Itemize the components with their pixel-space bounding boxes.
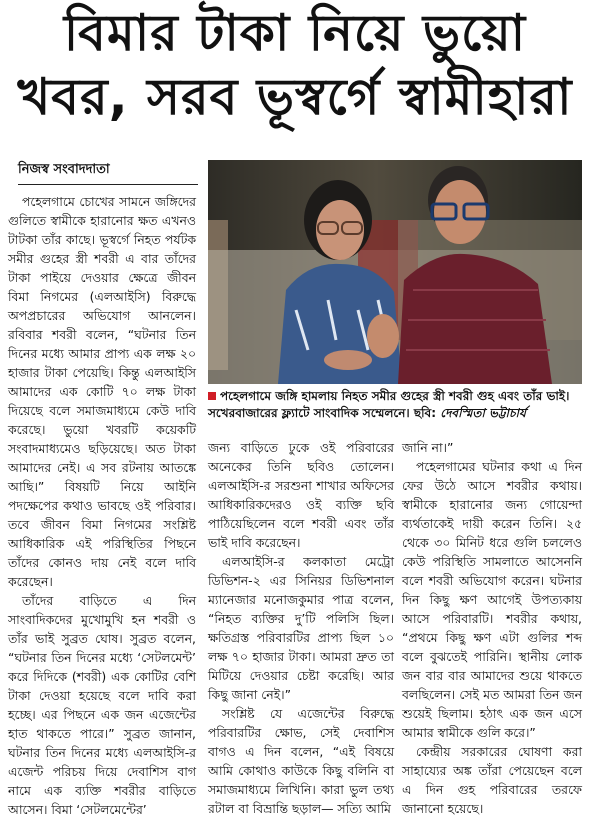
paragraph: জানি না।”: [402, 440, 454, 455]
paragraph: তাঁদের বাড়িতে এ দিন সাংবাদিকদের মুখোমুখি হন শবরী ও তাঁর ভাই সুব্রত ঘোষ। সুব্রত বলেন, “ঘটনার তিন দিনের মধ্যে ‘সেটলমেন্ট’ করে দিদিকে (শবরী) এক কোটির বেশি টাকা দেওয়া হয়েছে বলে দাবি করা হচ্ছে। এর পিছনে এক জন এজেন্টের হাত থাকতে পারে।” সুব্রত জানান, ঘটনার তিন দিনের মধ্যে এলআইসি-র এজেন্ট পরিচয় দিয়ে দেবাশিস বাগ নামে এক ব্যক্তি শবরীর বাড়িতে আসেন। বিমা ‘সেটলমেন্টের’: [8, 593, 196, 817]
photo-caption: [208, 388, 582, 422]
headline-line-2: খবর, সরব ভূস্বর্গে স্বামীহারা: [17, 68, 573, 126]
article-column-1: [8, 192, 196, 817]
caption-text: পহেলগামে জঙ্গি হামলায় নিহত সমীর গুহের স্ত্রী শবরী গুহ এবং তাঁর ভাই। সখেরবাজারের ফ্ল্যাটে সাংবাদিক সম্মেলনে। ছবি:: [208, 389, 570, 420]
paragraph: কেন্দ্রীয় সরকারের ঘোষণা করা সাহায্যের অঙ্ক তাঁরা পেয়েছেন বলে এ দিন গুহ পরিবারের তরফে জানানো হয়েছে।: [402, 744, 582, 816]
article-column-2: [208, 438, 394, 816]
paragraph: এলআইসি-র কলকাতা মেট্রো ডিভিশন-২ এর সিনিয়র ডিভিশনাল ম্যানেজার মনোজকুমার পাত্র বলেন, “নিহত ব্যক্তির দু’টি পলিসি ছিল। ক্ষতিগ্রস্ত পরিবারটির প্রাপ্য ছিল ১০ লক্ষ ৭০ হাজার টাকা। আমরা দ্রুত তা মিটিয়ে দেওয়ার চেষ্টা করেছি। আর কিছু জানা নেই।”: [208, 554, 394, 702]
headline-line-1: বিমার টাকা নিয়ে ভুয়ো: [63, 4, 527, 62]
byline: নিজস্ব সংবাদদাতা: [18, 160, 198, 185]
photo-illustration: [208, 160, 582, 384]
article-column-3: [402, 438, 582, 816]
paragraph: জন্য বাড়িতে ঢুকে ওই পরিবারের অনেকের তিনি ছবিও তোলেন। এলআইসি-র সরশুনা শাখার অফিসের আধিকারিকদেরও ওই ব্যক্তি ছবি পাঠিয়েছিলেন বলে শবরী এবং তাঁর ভাই দাবি করেছেন।: [208, 440, 394, 550]
paragraph: পহেলগামে চোখের সামনে জঙ্গিদের গুলিতে স্বামীকে হারানোর ক্ষত এখনও টাটকা তাঁর কাছে। ভূস্বর্গে নিহত পর্যটক সমীর গুহের স্ত্রী শবরী এ বার তাঁদের টাকা পাইয়ে দেওয়ার ক্ষেত্রে জীবন বিমা নিগমের (এলআইসি) বিরুদ্ধে অপপ্রচারের অভিযোগ আনলেন। রবিবার শবরী বলেন, “ঘটনার তিন দিনের মধ্যে আমার প্রাপ্য এক লক্ষ ২০ হাজার টাকা পেয়েছি। কিন্তু এলআইসি আমাদের এক কোটি ৭০ লক্ষ টাকা দিয়েছে বলে সমাজমাধ্যমে কেউ দাবি করেছে। ভুয়ো খবরটি কয়েকটি সংবাদমাধ্যমেও ছড়িয়েছে। অত টাকা আমাদের নেই। এ সব রটনায় আতঙ্কে আছি।” বিষয়টি নিয়ে আইনি পদক্ষেপের কথাও ভাবছে ওই পরিবার। তবে জীবন বিমা নিগমের সংশ্লিষ্ট আধিকারিক এই পরিস্থিতির পিছনে তাঁদের কোনও দায় নেই বলে দাবি করেছেন।: [8, 194, 196, 589]
caption-marker-icon: [208, 392, 216, 400]
paragraph: সংশ্লিষ্ট যে এজেন্টের বিরুদ্ধে পরিবারটির ক্ষোভ, সেই দেবাশিস বাগও এ দিন বলেন, “এই বিষয়ে আমি কোথাও কাউকে কিছু বলিনি বা সমাজমাধ্যমে লিখিনি। কারা ভুল তথ্য রটাল বা বিভ্রান্তি ছড়াল— সত্যি আমি: [208, 706, 394, 816]
news-photo: [208, 160, 582, 384]
paragraph: পহেলগামের ঘটনার কথা এ দিন ফের উঠে আসে শবরীর কথায়। স্বামীকে হারানোর জন্য গোয়েন্দা ব্যর্থতাকেই দায়ী করেন তিনি। ২৫ থেকে ৩০ মিনিট ধরে গুলি চললেও কেউ পরিস্থিতি সামলাতে আসেননি বলে শবরী অভিযোগ করেন। ঘটনার দিন কিছু ক্ষণ আগেই উপত্যকায় আসে পরিবারটি। শবরীর কথায়, “প্রথমে কিছু ক্ষণ এটা গুলির শব্দ বলে বুঝতেই পারিনি। স্থানীয় লোক জন বার বার আমাদের শুয়ে থাকতে বলছিলেন। সেই মত আমরা তিন জন শুয়েই ছিলাম। হঠাৎ এক জন এসে আমার স্বামীকে গুলি করে।”: [402, 459, 582, 740]
photo-credit: দেবস্মিতা ভট্টাচার্য: [440, 406, 526, 420]
